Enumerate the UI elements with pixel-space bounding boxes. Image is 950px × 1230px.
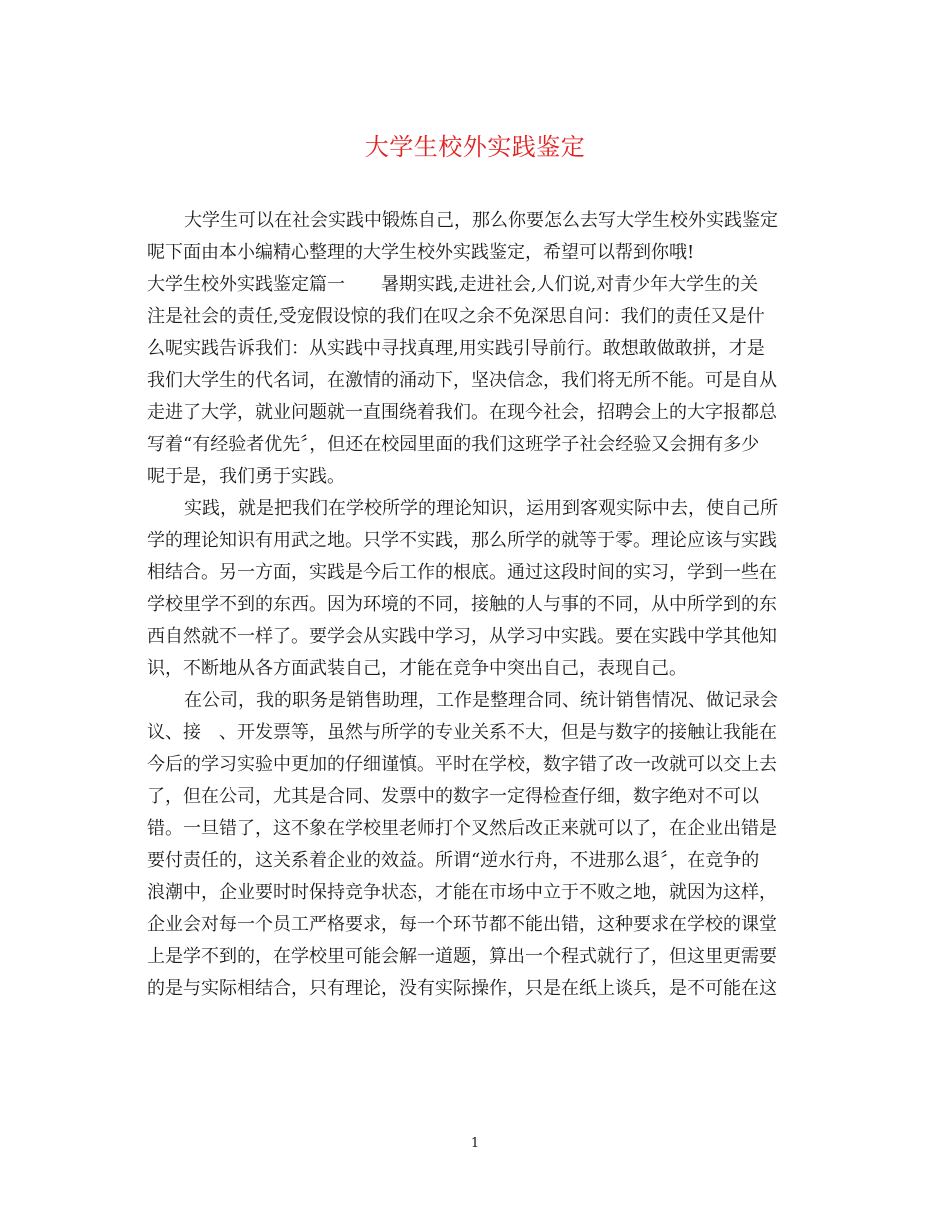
text-line: 企业会对每一个员工严格要求，每一个环节都不能出错，这种要求在学校的课堂 <box>147 914 777 935</box>
text-line: 在公司，我的职务是销售助理，工作是整理合同、统计销售情况、做记录会 <box>184 690 778 711</box>
text-line: 大学生校外实践鉴定篇一 暑期实践,走进社会,人们说,对青少年大学生的关 <box>147 274 759 295</box>
text-line: 学的理论知识有用武之地。只学不实践，那么所学的就等于零。理论应该与实践 <box>147 530 777 551</box>
text-line: 么呢实践告诉我们：从实践中寻找真理,用实践引导前行。敢想敢做敢拼，才是 <box>147 338 765 359</box>
text-line: 写着“有经验者优先〞，但还在校园里面的我们这班学子社会经验又会拥有多少 <box>147 434 760 455</box>
text-line: 实践，就是把我们在学校所学的理论知识，运用到客观实际中去，使自己所 <box>184 498 778 519</box>
text-line: 学校里学不到的东西。因为环境的不同，接触的人与事的不同，从中所学到的东 <box>147 594 777 615</box>
document-title: 大学生校外实践鉴定 <box>364 133 586 161</box>
text-line: 的是与实际相结合，只有理论，没有实际操作，只是在纸上谈兵，是不可能在这 <box>147 978 777 999</box>
text-line: 呢于是，我们勇于实践。 <box>147 466 345 487</box>
page-number: 1 <box>470 1136 480 1151</box>
text-line: 错。一旦错了，这不象在学校里老师打个叉然后改正来就可以了，在企业出错是 <box>147 818 777 839</box>
text-line: 呢下面由本小编精心整理的大学生校外实践鉴定，希望可以帮到你哦! <box>147 242 695 263</box>
text-line: 相结合。另一方面，实践是今后工作的根底。通过这段时间的实习，学到一些在 <box>147 562 777 583</box>
text-line: 走进了大学，就业问题就一直围绕着我们。在现今社会，招聘会上的大字报都总 <box>147 402 777 423</box>
text-line: 要付责任的，这关系着企业的效益。所谓“逆水行舟，不进那么退〞，在竞争的 <box>147 850 760 871</box>
text-line: 西自然就不一样了。要学会从实践中学习，从学习中实践。要在实践中学其他知 <box>147 626 777 647</box>
text-line: 了，但在公司，尤其是合同、发票中的数字一定得检查仔细，数字绝对不可以 <box>147 786 759 807</box>
document-body <box>147 205 803 1005</box>
text-line: 我们大学生的代名词，在激情的涌动下，坚决信念，我们将无所不能。可是自从 <box>147 370 777 391</box>
text-line: 议、接 、开发票等，虽然与所学的专业关系不大，但是与数字的接触让我能在 <box>147 722 777 743</box>
text-line: 注是社会的责任,受宠假设惊的我们在叹之余不免深思自问：我们的责任又是什 <box>147 306 765 327</box>
text-line: 识，不断地从各方面武装自己，才能在竞争中突出自己，表现自己。 <box>147 658 687 679</box>
text-line: 今后的学习实验中更加的仔细谨慎。平时在学校，数字错了改一改就可以交上去 <box>147 754 777 775</box>
text-line: 浪潮中，企业要时时保持竞争状态，才能在市场中立于不败之地，就因为这样， <box>147 882 777 903</box>
text-line: 上是学不到的，在学校里可能会解一道题，算出一个程式就行了，但这里更需要 <box>147 946 777 967</box>
text-line: 大学生可以在社会实践中锻炼自己，那么你要怎么去写大学生校外实践鉴定 <box>184 210 778 231</box>
